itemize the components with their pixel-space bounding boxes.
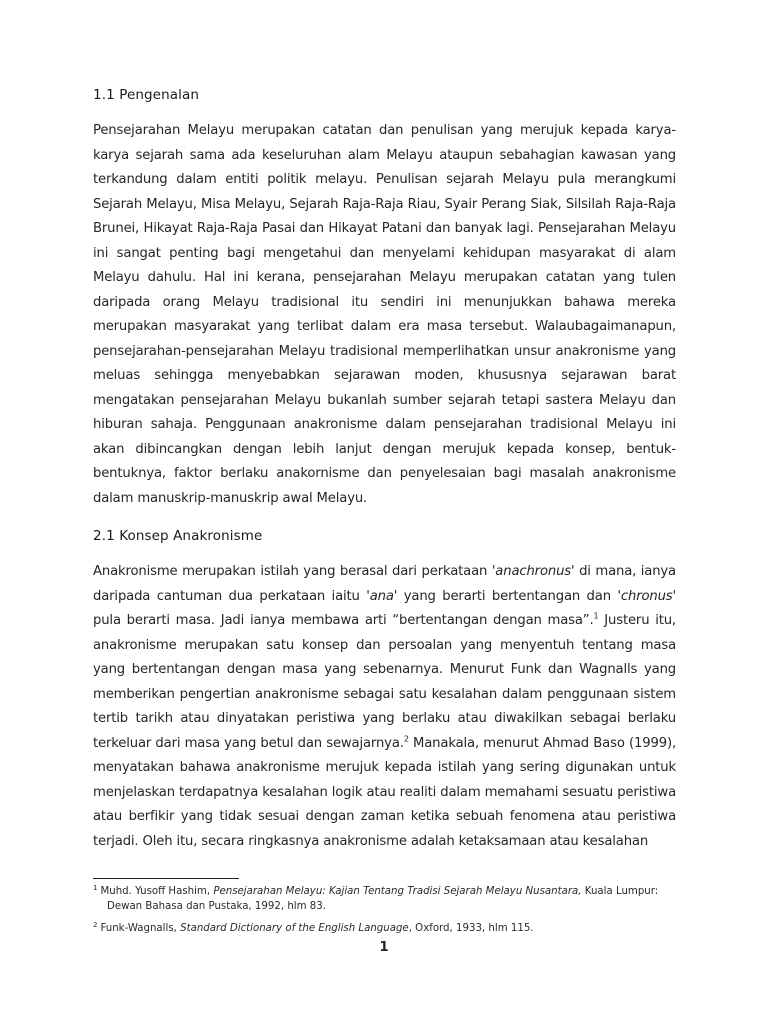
- italic-term: 'ana': [366, 588, 398, 604]
- footnote-reference-2[interactable]: 2: [403, 734, 409, 744]
- footnote-1: [93, 884, 683, 914]
- footnote-text: , Oxford, 1933, hlm 115.: [408, 923, 534, 934]
- text-run: yang berarti bertentangan dan: [397, 588, 618, 604]
- footnote-title: Pensejarahan Melayu: Kajian Tentang Tradisi Sejarah Melayu Nusantara,: [213, 886, 582, 897]
- text-run: di mana, ianya daripada cantuman dua perkataan iaitu: [93, 564, 676, 604]
- footnote-mark: 1: [93, 883, 98, 892]
- footnote-reference-1[interactable]: 1: [593, 611, 599, 621]
- section-title: Pengenalan: [119, 87, 199, 103]
- paragraph-pengenalan: Pensejarahan Melayu merupakan catatan dan penulisan yang merujuk kepada karya-karya sejarah sama ada keseluruhan alam Melayu ataupun sebahagian kawasan yang terkandung dalam entiti politik melayu. Penulisan sejarah Melayu pula merangkumi Sejarah Melayu, Misa Melayu, Sejarah Raja-Raja Riau, Syair Perang Siak, Silsilah Raja-Raja Brunei, Hikayat Raja-Raja Pasai dan Hikayat Patani dan banyak lagi. Pensejarahan Melayu ini sangat penting bagi mengetahui dan menyelami kehidupan masyarakat di alam Melayu dahulu. Hal ini kerana, pensejarahan Melayu merupakan catatan yang tulen daripada orang Melayu tradisional itu sendiri ini menunjukkan bahawa mereka merupakan masyarakat yang terlibat dalam era masa tersebut. Walaubagaimanapun, pensejarahan-pensejarahan Melayu tradisional memperlihatkan unsur anakronisme yang meluas sehingga menyebabkan sejarawan moden, khususnya sejarawan barat mengatakan pensejarahan Melayu bukanlah sumber sejarah tetapi sastera Melayu dan hiburan sahaja. Penggunaan anakronisme dalam pensejarahan tradisional Melayu ini akan dibincangkan dengan lebih lanjut dengan merujuk kepada konsep, bentuk-bentuknya, faktor berlaku anakornisme dan penyelesaian bagi masalah anakronisme dalam manuskrip-manuskrip awal Melayu.: [93, 123, 676, 506]
- footnote-2: [93, 921, 683, 936]
- paragraph-konsep-anakronisme: [93, 560, 676, 854]
- section-number: 2.1: [93, 528, 115, 544]
- italic-term: 'anachronus': [491, 564, 575, 579]
- section-heading-konsep-anakronisme: [93, 528, 262, 544]
- text-run: Manakala, menurut Ahmad Baso (1999), menyatakan bahawa anakronisme merujuk kepada istilah yang sering digunakan untuk menjelaskan terdapatnya kesalahan logik atau realiti dalam memahami sesuatu peristiwa atau berfikir yang tidak sesuai dengan zaman ketika sebuah fenomena atau peristiwa terjadi. Oleh itu, secara ringkasnya anakronisme adalah ketaksamaan atau kesalahan: [93, 735, 676, 849]
- footnote-text: Kuala Lumpur:: [581, 886, 659, 897]
- page-number: 1: [379, 940, 389, 955]
- footnote-continuation: Dewan Bahasa dan Pustaka, 1992, hlm 83.: [107, 901, 326, 912]
- text-run: pula berarti masa. Jadi ianya membawa arti “bertentangan dengan masa”.: [93, 613, 594, 628]
- italic-term: 'chronus': [617, 588, 676, 604]
- section-title: Konsep Anakronisme: [119, 528, 263, 544]
- section-number: 1.1: [93, 87, 115, 103]
- footnote-separator: [93, 878, 239, 879]
- footnote-text: Funk-Wagnalls,: [100, 923, 181, 934]
- footnote-text: Muhd. Yusoff Hashim,: [100, 886, 214, 897]
- section-heading-pengenalan: [93, 87, 199, 103]
- text-run: Anakronisme merupakan istilah yang berasal dari perkataan: [93, 564, 492, 579]
- footnote-title: Standard Dictionary of the English Language: [180, 923, 409, 934]
- text-run: Justeru itu, anakronisme merupakan satu konsep dan persoalan yang menyentuh tentang masa yang bertentangan dengan masa yang sebenarnya. Menurut Funk dan Wagnalls yang memberikan pengertian anakronisme sebagai satu kesalahan dalam penggunaan sistem tertib tarikh atau dinyatakan peristiwa yang berlaku atau diwakilkan sebagai berlaku terkeluar dari masa yang betul dan sewajarnya.: [93, 613, 676, 751]
- footnote-mark: 2: [93, 920, 98, 929]
